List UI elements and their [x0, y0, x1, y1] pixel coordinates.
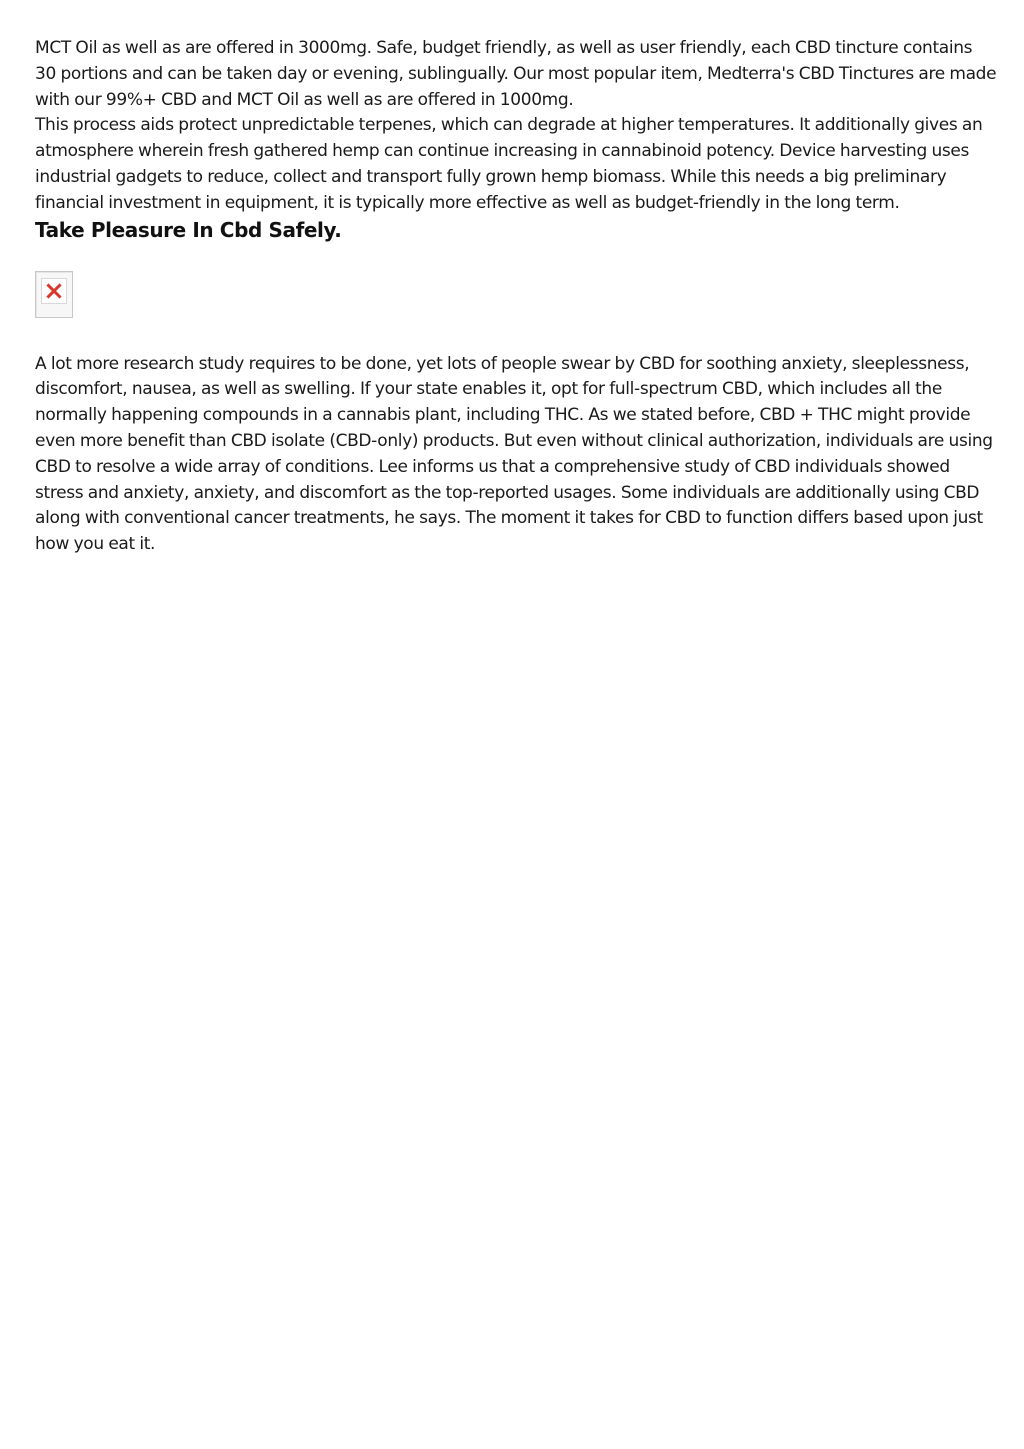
- close-icon: [46, 283, 62, 299]
- article: [35, 36, 997, 558]
- paragraph-intro: MCT Oil as well as are offered in 3000mg. Safe, budget friendly, as well as user friendly, each CBD tincture contains 30 portions and can be taken day or evening, sublingually. Our most popular item, Medterra's CBD Tinctures are made with our 99%+ CBD and MCT Oil as well as are offered in 1000mg.: [35, 38, 997, 110]
- broken-image-icon: [35, 271, 73, 318]
- paragraph-harvesting: This process aids protect unpredictable terpenes, which can degrade at higher temperatures. It additionally gives an atmosphere wherein fresh gathered hemp can continue increasing in cannabinoid potency. Device harvesting uses industrial gadgets to reduce, collect and transport fully grown hemp biomass. While this needs a big preliminary financial investment in equipment, it is typically more effective as well as budget-friendly in the long term.: [35, 115, 983, 213]
- paragraph-research: A lot more research study requires to be done, yet lots of people swear by CBD for soothing anxiety, sleeplessness, discomfort, nausea, as well as swelling. If your state enables it, opt for full-spectrum CBD, which includes all the normally happening compounds in a cannabis plant, including THC. As we stated before, CBD + THC might provide even more benefit than CBD isolate (CBD-only) products. But even without clinical authorization, individuals are using CBD to resolve a wide array of conditions. Lee informs us that a comprehensive study of CBD individuals showed stress and anxiety, anxiety, and discomfort as the top-reported usages. Some individuals are additionally using CBD along with conventional cancer treatments, he says. The moment it takes for CBD to function differs based upon just how you eat it.: [35, 353, 993, 555]
- section-heading: Take Pleasure In Cbd Safely.: [35, 217, 342, 242]
